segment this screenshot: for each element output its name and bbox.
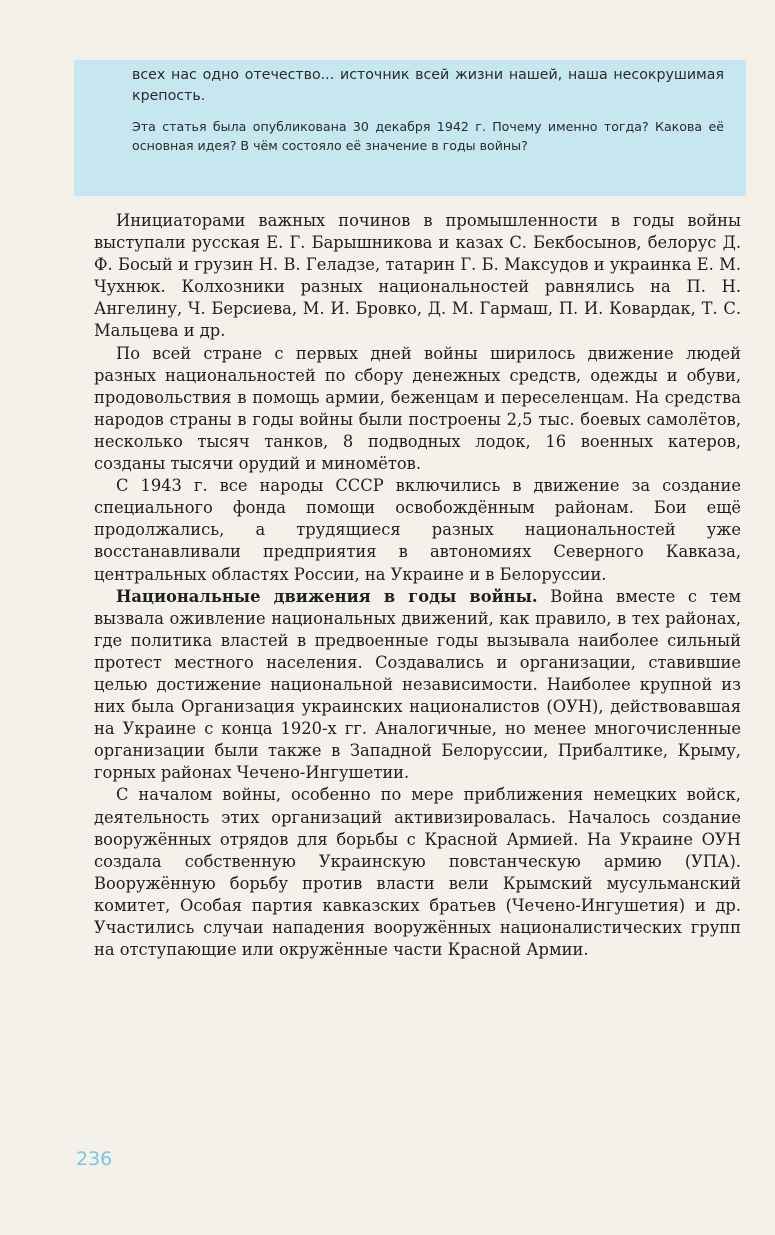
paragraph-text: Инициаторами важных починов в промышленности в годы войны выступали русская Е. Г. Барышникова и казах С. Бекбосынов, белорус Д. Ф. Босый и грузин Н. В. Геладзе, татарин Г. Б. Максудов и украинка Е. М. Чухнюк. Колхозники разных национальностей равнялись на П. Н. Ангелину, Ч. Берсиева, М. И. Бровко, Д. М. Гармаш, П. И. Ковардак, Т. С. Мальцева и др. <box>94 211 741 341</box>
paragraph-text: По всей стране с первых дней войны ширилось движение людей разных национальностей по сбору денежных средств, одежды и обуви, продовольствия в помощь армии, беженцам и переселенцам. На средства народов страны в годы войны были построены 2,5 тыс. боевых самолётов, несколько тысяч танков, 8 подводных лодок, 16 военных катеров, созданы тысячи орудий и миномётов. <box>94 343 741 474</box>
main-text <box>94 210 741 961</box>
paragraph-text: С началом войны, особенно по мере приближения немецких войск, деятельность этих организаций активизировалась. Началось создание вооружённых отрядов для борьбы с Красной Армией. На Украине ОУН создала собственную Украинскую повстанческую армию (УПА). Вооружённую борьбу против власти вели Крымский мусульманский комитет, Особая партия кавказских братьев (Чечено-Ингушетия) и др. Участились случаи нападения вооружённых националистических групп на отступающие или окружённые части Красной Армии. <box>94 785 741 960</box>
page-number: 236 <box>76 1148 113 1170</box>
question-text: Эта статья была опубликована 30 декабря 1942 г. Почему именно тогда? Какова её основная идея? В чём состояло её значение в годы войны? <box>132 119 724 153</box>
paragraph-1 <box>94 210 741 343</box>
paragraph-3 <box>94 475 741 585</box>
quote-text: всех нас одно отечество... источник всей жизни нашей, наша несокрушимая крепость. <box>132 67 724 104</box>
paragraph-4 <box>94 586 741 785</box>
section-heading: Национальные движения в годы войны. <box>116 586 538 606</box>
paragraph-text: С 1943 г. все народы СССР включились в движение за создание специального фонда помощи освобождённым районам. Бои ещё продолжались, а трудящиеся разных национальностей уже восстанавливали предприятия в автономиях Северного Кавказа, центральных областях России, на Украине и в Белоруссии. <box>94 476 741 584</box>
paragraph-5 <box>94 784 741 961</box>
paragraph-2 <box>94 343 741 476</box>
quote-box <box>74 60 746 196</box>
paragraph-text: Война вместе с тем вызвала оживление национальных движений, как правило, в тех районах, где политика властей в предвоенные годы вызывала наиболее сильный протест местного населения. Создавались и организации, ставившие целью достижение национальной независимости. Наиболее крупной из них была Организация украинских националистов (ОУН), действовавшая на Украине с конца 1920-х гг. Аналогичные, но менее многочисленные организации были также в Западной Белоруссии, Прибалтике, Крыму, горных районах Чечено-Ингушетии. <box>94 586 742 783</box>
